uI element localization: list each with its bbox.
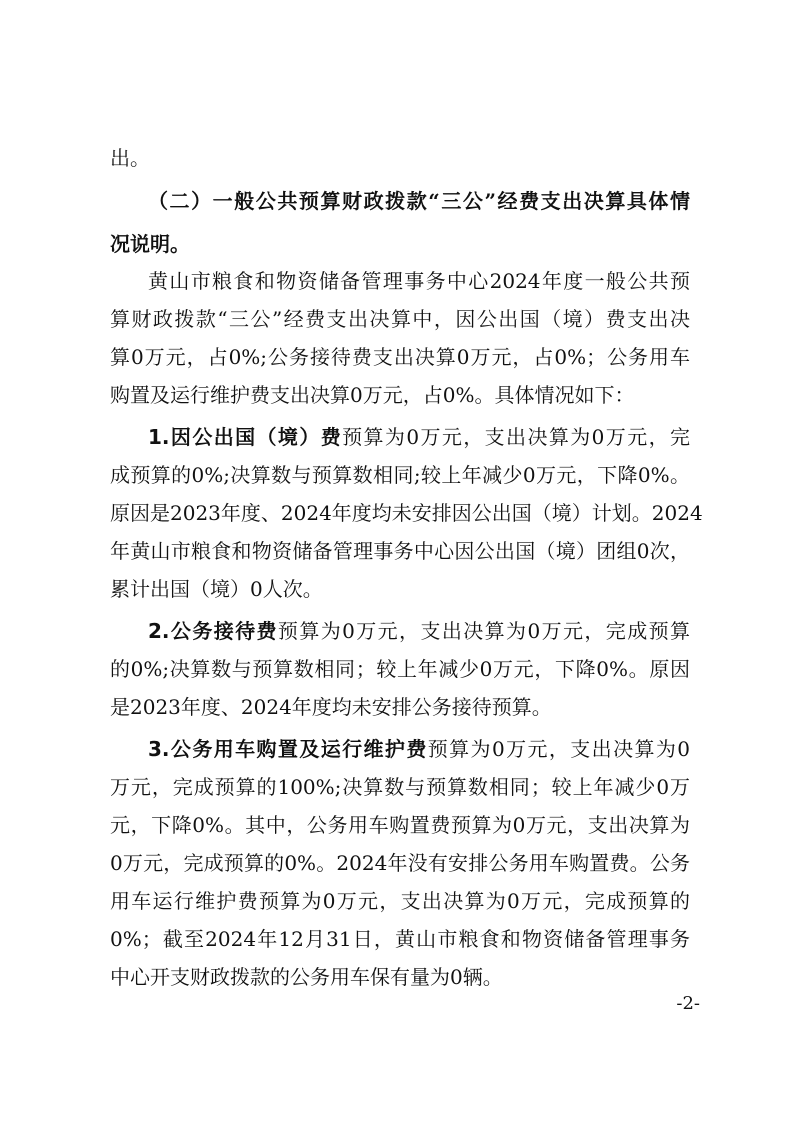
paragraph-line: 元，下降0%。其中，公务用车购置费预算为0万元，支出决算为: [110, 813, 690, 837]
paragraph-line: 中心开支财政拨款的公务用车保有量为0辆。: [110, 965, 503, 989]
item-2-text: 预算为0万元，支出决算为0万元，完成预算: [277, 619, 690, 643]
section-heading: （二）一般公共预算财政拨款“三公”经费支出决算具体情: [148, 189, 690, 213]
paragraph-line: 算财政拨款“三公”经费支出决算中，因公出国（境）费支出决: [110, 307, 690, 331]
paragraph-line: 成预算的0%;决算数与预算数相同;较上年减少0万元，下降0%。: [110, 463, 690, 487]
section-heading: 况说明。: [110, 232, 190, 256]
paragraph-line: 累计出国（境）0人次。: [110, 577, 323, 601]
item-1-text: 预算为0万元，支出决算为0万元，完: [342, 425, 690, 449]
paragraph-line: 原因是2023年度、2024年度均未安排因公出国（境）计划。2024: [110, 501, 703, 525]
paragraph-line: 0万元，完成预算的0%。2024年没有安排公务用车购置费。公务: [110, 851, 690, 875]
item-2-label: 2.公务接待费: [148, 619, 278, 643]
paragraph-line: 0%；截至2024年12月31日，黄山市粮食和物资储备管理事务: [110, 927, 690, 951]
paragraph-line: 万元，完成预算的100%;决算数与预算数相同；较上年减少0万: [110, 775, 690, 799]
item-3-first-line: [148, 731, 690, 767]
item-3-text: 预算为0万元，支出决算为0: [427, 737, 690, 761]
paragraph-line: 用车运行维护费预算为0万元，支出决算为0万元，完成预算的: [110, 889, 690, 913]
item-1-first-line: [148, 419, 690, 455]
paragraph-line: 购置及运行维护费支出决算0万元，占0%。具体情况如下：: [110, 383, 635, 407]
paragraph-line: 算0万元，占0%;公务接待费支出决算0万元，占0%；公务用车: [110, 345, 690, 369]
item-3-label: 3.公务用车购置及运行维护费: [148, 737, 428, 761]
page-number: -2-: [676, 993, 700, 1014]
paragraph-line: 是2023年度、2024年度均未安排公务接待预算。: [110, 695, 552, 719]
paragraph-line: 年黄山市粮食和物资储备管理事务中心因公出国（境）团组0次，: [110, 539, 690, 563]
item-2-first-line: [148, 613, 690, 649]
paragraph-line: 出。: [110, 146, 150, 170]
paragraph-line: 黄山市粮食和物资储备管理事务中心2024年度一般公共预: [148, 269, 690, 293]
paragraph-line: 的0%;决算数与预算数相同；较上年减少0万元，下降0%。原因: [110, 657, 690, 681]
item-1-label: 1.因公出国（境）费: [148, 425, 343, 449]
